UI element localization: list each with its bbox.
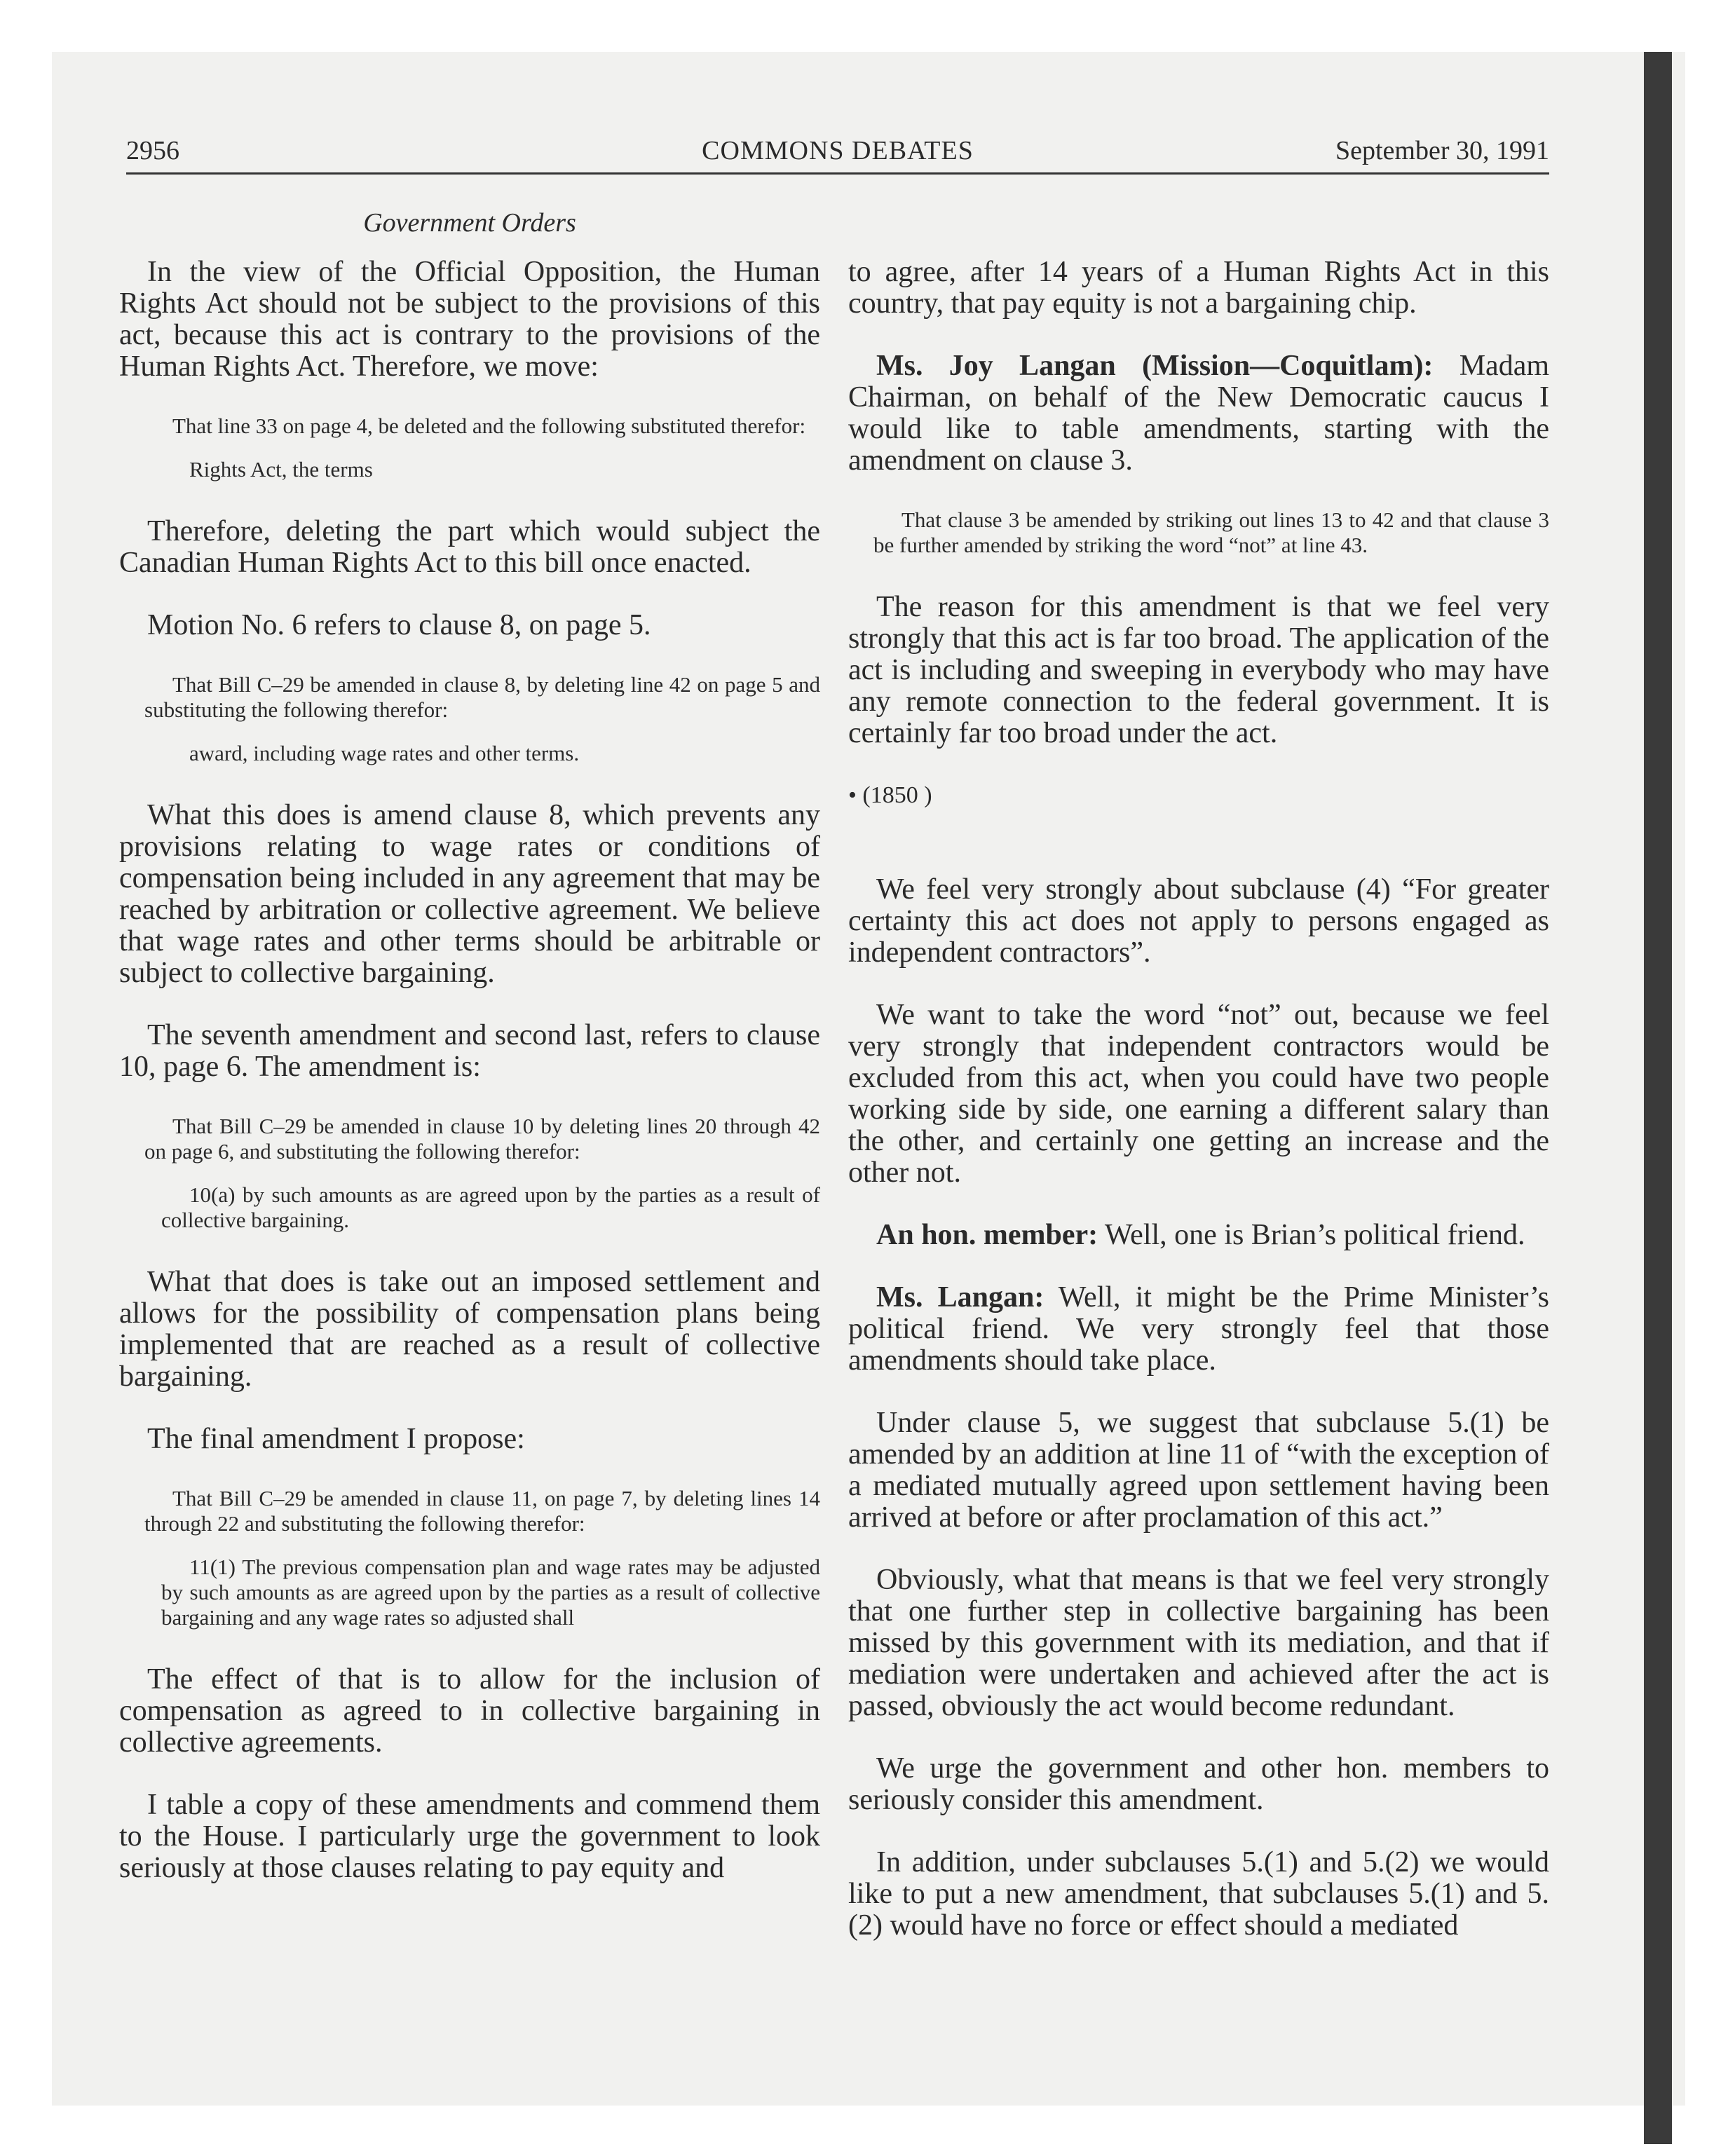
- speech-text: Well, it might be the Prime Minister’s political friend. We very strongly feel that those amendments should take place.: [848, 1281, 1549, 1377]
- page-number: 2956: [126, 136, 179, 165]
- right-column: [848, 257, 1549, 2051]
- paragraph: I table a copy of these amendments and commend them to the House. I particularly urge the government to look seriously at those clauses relating to pay equity and: [119, 1789, 820, 1884]
- left-column: [119, 257, 820, 2051]
- paragraph: What this does is amend clause 8, which prevents any provisions relating to wage rates or conditions of compensation being included in any agreement that may be reached by arbitration or collective agreement. We believe that wage rates and other terms should be arbitrable or subject to collective bargaining.: [119, 799, 820, 989]
- speaker-name: Ms. Joy Langan (Mission—Coquitlam):: [876, 350, 1434, 382]
- paragraph: The reason for this amendment is that we feel very strongly that this act is far too broad. The application of the act is including and sweeping in everybody who may have any remote connection to the federal government. It is certainly far too broad under the act.: [848, 591, 1549, 749]
- header-rule: [126, 172, 1549, 175]
- speaker-paragraph: [848, 350, 1549, 477]
- paragraph: We feel very strongly about subclause (4) “For greater certainty this act does not apply to persons engaged as independent contractors”.: [848, 873, 1549, 969]
- paragraph: We urge the government and other hon. members to seriously consider this amendment.: [848, 1752, 1549, 1816]
- motion-substitution: 10(a) by such amounts as are agreed upon by the parties as a result of collective bargaining.: [161, 1182, 820, 1232]
- motion-substitution: 11(1) The previous compensation plan and wage rates may be adjusted by such amounts as are agreed upon by the parties as a result of collective bargaining and any wage rates so adjusted shall: [161, 1555, 820, 1630]
- paragraph: In the view of the Official Opposition, the Human Rights Act should not be subject to the provisions of this act, because this act is contrary to the provisions of the Human Rights Act. Therefore, we move:: [119, 257, 820, 383]
- motion-text: That line 33 on page 4, be deleted and the following substituted therefor:: [172, 414, 806, 438]
- paragraph: The final amendment I propose:: [147, 1423, 525, 1455]
- paragraph: Motion No. 6 refers to clause 8, on page 5.: [147, 609, 651, 641]
- motion-text: That Bill C–29 be amended in clause 10 by deleting lines 20 through 42 on page 6, and substituting the following therefor:: [144, 1114, 820, 1164]
- motion-text: That Bill C–29 be amended in clause 11, on page 7, by deleting lines 14 through 22 and substituting the following therefor:: [144, 1486, 820, 1536]
- scan-edge-shadow: [1644, 52, 1672, 2144]
- paragraph: Therefore, deleting the part which would subject the Canadian Human Rights Act to this bill once enacted.: [119, 515, 820, 579]
- issue-date: September 30, 1991: [1335, 136, 1549, 165]
- paragraph: We want to take the word “not” out, because we feel very strongly that independent contractors would be excluded from this act, when you could have two people working side by side, one earning a different salary than the other, and certainly one getting an increase and the other not.: [848, 999, 1549, 1189]
- timestamp: • (1850 ): [848, 782, 932, 808]
- paragraph: Obviously, what that means is that we feel very strongly that one further step in collective bargaining has been missed by this government with its mediation, and that if mediation were undertaken and achieved after the act is passed, obviously the act would become redundant.: [848, 1564, 1549, 1722]
- journal-title: COMMONS DEBATES: [702, 136, 974, 165]
- speech-text: Madam Chairman, on behalf of the New Democratic caucus I would like to table amendments, starting with the amendment on clause 3.: [848, 350, 1549, 477]
- paragraph: What that does is take out an imposed settlement and allows for the possibility of compensation plans being implemented that are reached as a result of collective bargaining.: [119, 1266, 820, 1393]
- motion-text: That clause 3 be amended by striking out lines 13 to 42 and that clause 3 be further amended by striking the word “not” at line 43.: [873, 507, 1549, 557]
- speaker-name: An hon. member:: [876, 1219, 1098, 1251]
- paragraph: Under clause 5, we suggest that subclause 5.(1) be amended by an addition at line 11 of “with the exception of a mediated mutually agreed upon settlement having been arrived at before or after proclamation of this act.”: [848, 1407, 1549, 1534]
- section-title: Government Orders: [363, 208, 576, 238]
- paragraph: The seventh amendment and second last, refers to clause 10, page 6. The amendment is:: [119, 1019, 820, 1083]
- motion-text: That Bill C–29 be amended in clause 8, by deleting line 42 on page 5 and substituting the following therefor:: [144, 672, 820, 722]
- speaker-paragraph: [848, 1220, 1549, 1251]
- speaker-paragraph: [848, 1282, 1549, 1377]
- paragraph: In addition, under subclauses 5.(1) and 5.(2) we would like to put a new amendment, that subclauses 5.(1) and 5.(2) would have no force or effect should a mediated: [848, 1846, 1549, 1942]
- motion-substitution: Rights Act, the terms: [189, 457, 373, 482]
- motion-substitution: award, including wage rates and other terms.: [189, 741, 580, 765]
- running-header: [126, 133, 1549, 175]
- paragraph: to agree, after 14 years of a Human Rights Act in this country, that pay equity is not a bargaining chip.: [848, 257, 1549, 320]
- paragraph: The effect of that is to allow for the inclusion of compensation as agreed to in collective bargaining in collective agreements.: [119, 1663, 820, 1759]
- speech-text: Well, one is Brian’s political friend.: [1098, 1219, 1525, 1251]
- speaker-name: Ms. Langan:: [876, 1281, 1045, 1314]
